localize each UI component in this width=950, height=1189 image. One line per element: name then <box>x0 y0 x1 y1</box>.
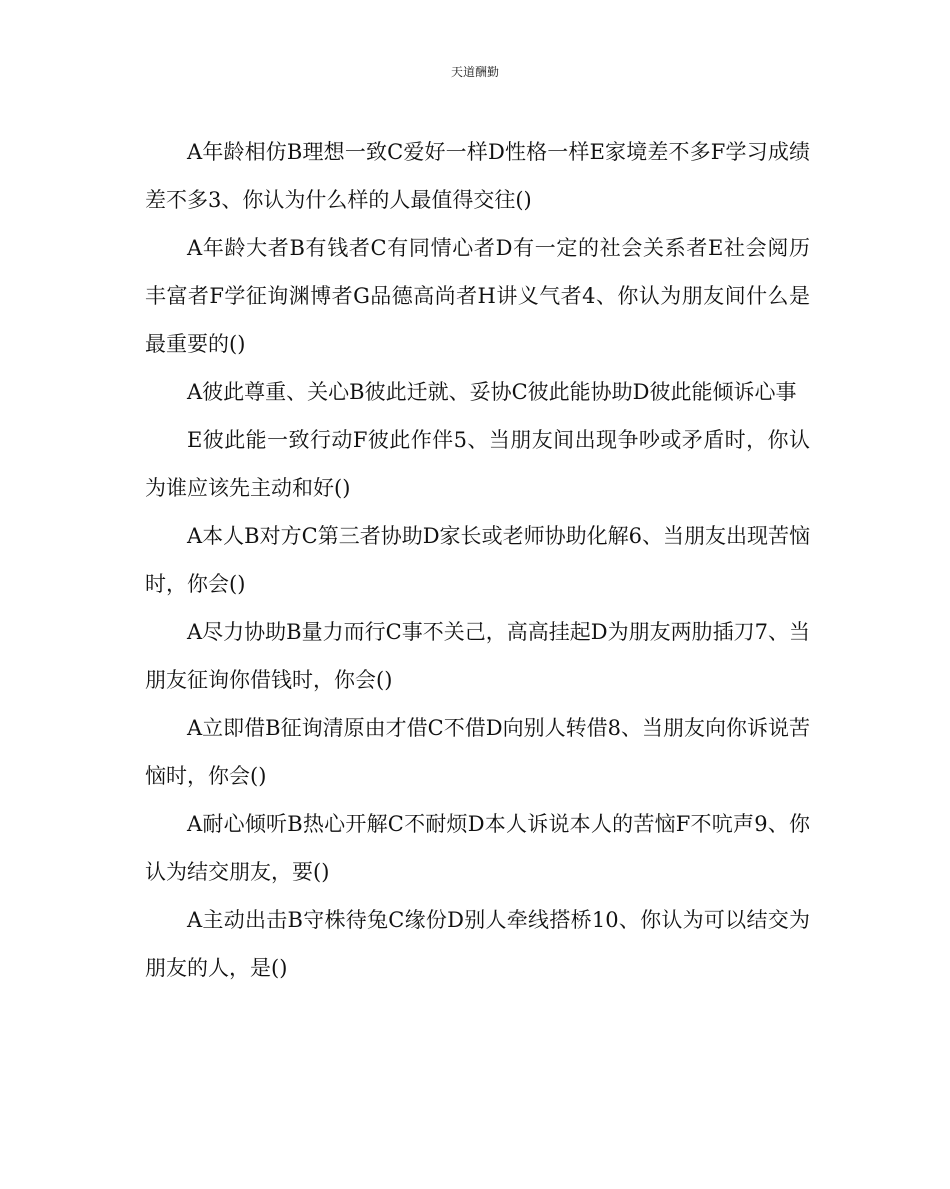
paragraph-3: A彼此尊重、关心B彼此迁就、妥协C彼此能协助D彼此能倾诉心事 <box>187 380 797 404</box>
paragraph-5: A本人B对方C第三者协助D家长或老师协助化解6、当朋友出现苦恼时，你会() <box>145 524 810 596</box>
paragraph-7: A立即借B征询清原由才借C不借D向别人转借8、当朋友向你诉说苦恼时，你会() <box>145 716 810 788</box>
paragraph-2: A年龄大者B有钱者C有同情心者D有一定的社会关系者E社会阅历丰富者F学征询渊博者G品德高尚者H讲义气者4、你认为朋友间什么是最重要的() <box>145 236 810 356</box>
paragraph-4: E彼此能一致行动F彼此作伴5、当朋友间出现争吵或矛盾时，你认为谁应该先主动和好() <box>145 428 810 500</box>
document-body <box>145 128 810 992</box>
paragraph-8: A耐心倾听B热心开解C不耐烦D本人诉说本人的苦恼F不吭声9、你认为结交朋友，要() <box>145 812 810 884</box>
paragraph-6: A尽力协助B量力而行C事不关己，高高挂起D为朋友两肋插刀7、当朋友征询你借钱时，你会() <box>145 620 810 692</box>
page-header: 天道酬勤 <box>450 65 499 79</box>
paragraph-1: A年龄相仿B理想一致C爱好一样D性格一样E家境差不多F学习成绩差不多3、你认为什么样的人最值得交往() <box>145 140 810 212</box>
paragraph-9: A主动出击B守株待兔C缘份D别人牵线搭桥10、你认为可以结交为朋友的人，是() <box>145 908 810 980</box>
